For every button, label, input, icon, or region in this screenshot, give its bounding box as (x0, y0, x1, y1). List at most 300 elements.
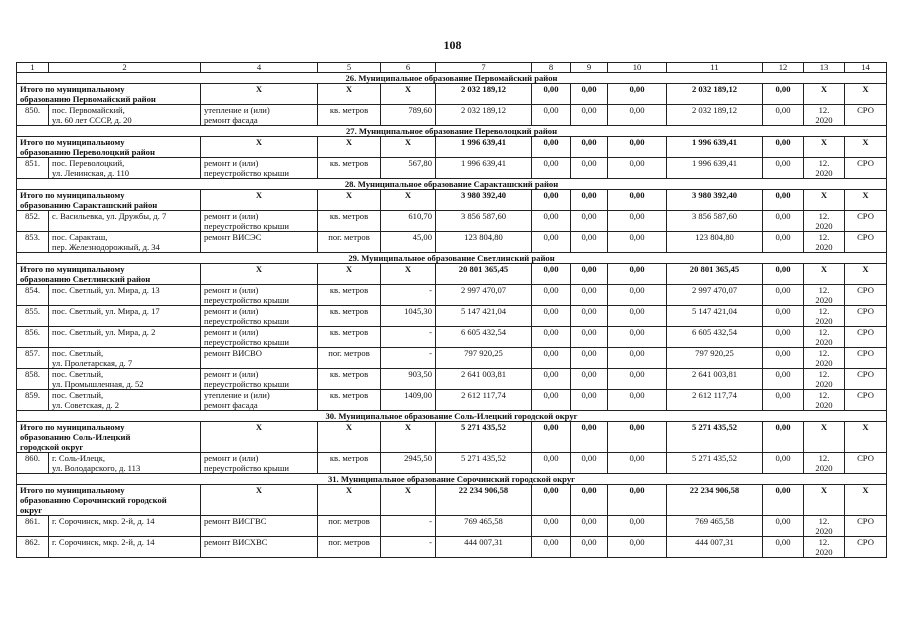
row-quantity: - (381, 516, 436, 537)
total-cell: 0,00 (608, 137, 667, 158)
row-cell: 0,00 (571, 211, 608, 232)
row-cell: 0,00 (532, 348, 571, 369)
row-deadline (804, 105, 845, 126)
table-row (17, 327, 887, 348)
total-cell: X (201, 422, 318, 453)
row-cell: 0,00 (763, 306, 804, 327)
row-work-type-line: переустройство крыши (204, 463, 289, 473)
row-work-type (201, 285, 318, 306)
row-deadline-line: 12. (818, 453, 830, 463)
row-cell: 0,00 (532, 105, 571, 126)
row-cost: 797 920,25 (667, 348, 763, 369)
row-deadline-line: 2020 (815, 295, 833, 305)
table-row (17, 390, 887, 411)
row-method: СРО (845, 348, 887, 369)
total-label-line: городской округ (20, 442, 84, 452)
row-cell: 0,00 (763, 537, 804, 558)
row-cell: 0,00 (571, 105, 608, 126)
row-quantity: 1409,00 (381, 390, 436, 411)
total-row (17, 137, 887, 158)
column-header-cell: 2 (49, 63, 201, 73)
total-cell: 0,00 (571, 264, 608, 285)
row-cost: 2 612 117,74 (436, 390, 532, 411)
row-address-line: ул. Ленинская, д. 110 (52, 168, 130, 178)
row-cost: 5 271 435,52 (667, 453, 763, 474)
total-label-line: Итого по муниципальному (20, 264, 125, 274)
table-row (17, 348, 887, 369)
row-quantity: 610,70 (381, 211, 436, 232)
table-row (17, 516, 887, 537)
row-number: 858. (17, 369, 49, 390)
total-label (17, 485, 201, 516)
row-deadline (804, 158, 845, 179)
section-title-row (17, 126, 887, 137)
column-header-cell: 14 (845, 63, 887, 73)
total-label-line: образованию Соль-Илецкий (20, 432, 131, 442)
total-cell: 0,00 (763, 422, 804, 453)
row-work-type-line: ремонт ВИСВО (204, 348, 262, 358)
row-cell: 0,00 (532, 306, 571, 327)
row-cell: 0,00 (532, 369, 571, 390)
row-deadline-line: 2020 (815, 400, 833, 410)
row-method: СРО (845, 285, 887, 306)
total-label-line: Итого по муниципальному (20, 84, 125, 94)
row-cell: 0,00 (763, 211, 804, 232)
row-cell: 0,00 (571, 327, 608, 348)
total-amount: 2 032 189,12 (667, 84, 763, 105)
row-address (49, 105, 201, 126)
row-work-type-line: ремонт фасада (204, 115, 258, 125)
table-row (17, 105, 887, 126)
row-quantity: 1045,30 (381, 306, 436, 327)
row-deadline-line: 12. (818, 369, 830, 379)
row-work-type-line: ремонт и (или) (204, 211, 259, 221)
row-deadline-line: 12. (818, 285, 830, 295)
row-deadline (804, 348, 845, 369)
row-address (49, 211, 201, 232)
total-cell: 0,00 (571, 485, 608, 516)
total-label-line: Итого по муниципальному (20, 190, 125, 200)
total-cell: 0,00 (571, 84, 608, 105)
total-cell: X (381, 422, 436, 453)
row-cell: 0,00 (608, 348, 667, 369)
total-cell: 0,00 (608, 84, 667, 105)
row-work-type-line: ремонт ВИСЭС (204, 232, 262, 242)
row-cell: 0,00 (532, 390, 571, 411)
table-row (17, 306, 887, 327)
row-method: СРО (845, 105, 887, 126)
row-deadline-line: 12. (818, 105, 830, 115)
total-cell: X (201, 485, 318, 516)
row-work-type-line: утепление и (или) (204, 390, 270, 400)
table-row (17, 369, 887, 390)
row-address-line: ул. Володарского, д. 113 (52, 463, 141, 473)
total-row (17, 264, 887, 285)
row-unit: кв. метров (318, 390, 381, 411)
row-cell: 0,00 (608, 306, 667, 327)
row-work-type-line: ремонт и (или) (204, 453, 259, 463)
total-cell: 0,00 (571, 137, 608, 158)
total-amount: 3 980 392,40 (436, 190, 532, 211)
row-deadline-line: 2020 (815, 337, 833, 347)
row-cost: 5 147 421,04 (436, 306, 532, 327)
row-cell: 0,00 (608, 537, 667, 558)
register-table (16, 62, 887, 558)
total-cell: X (804, 485, 845, 516)
total-label-line: образованию Первомайский район (20, 94, 156, 104)
table-row (17, 453, 887, 474)
row-address-line: пос. Светлый, ул. Мира, д. 13 (52, 285, 160, 295)
row-cost: 2 612 117,74 (667, 390, 763, 411)
total-cell: X (845, 485, 887, 516)
row-cost: 1 996 639,41 (436, 158, 532, 179)
row-cell: 0,00 (608, 158, 667, 179)
row-work-type-line: ремонт фасада (204, 400, 258, 410)
total-cell: 0,00 (571, 422, 608, 453)
row-deadline-line: 2020 (815, 547, 833, 557)
row-work-type-line: переустройство крыши (204, 379, 289, 389)
row-address (49, 158, 201, 179)
row-deadline (804, 306, 845, 327)
row-unit: кв. метров (318, 306, 381, 327)
row-cell: 0,00 (608, 369, 667, 390)
row-address-line: пос. Светлый, ул. Мира, д. 17 (52, 306, 160, 316)
row-work-type-line: ремонт и (или) (204, 306, 259, 316)
row-address (49, 327, 201, 348)
row-work-type-line: ремонт и (или) (204, 327, 259, 337)
row-method: СРО (845, 158, 887, 179)
row-work-type (201, 327, 318, 348)
total-cell: X (381, 84, 436, 105)
row-work-type-line: переустройство крыши (204, 295, 289, 305)
row-unit: пог. метров (318, 232, 381, 253)
total-cell: X (845, 422, 887, 453)
row-deadline-line: 2020 (815, 379, 833, 389)
total-amount: 2 032 189,12 (436, 84, 532, 105)
total-cell: 0,00 (571, 190, 608, 211)
total-cell: X (845, 137, 887, 158)
row-address (49, 306, 201, 327)
total-row (17, 422, 887, 453)
row-deadline (804, 453, 845, 474)
row-work-type (201, 516, 318, 537)
row-address (49, 232, 201, 253)
row-number: 851. (17, 158, 49, 179)
total-row (17, 485, 887, 516)
row-address-line: ул. Советская, д. 2 (52, 400, 120, 410)
row-cell: 0,00 (608, 516, 667, 537)
total-cell: X (201, 137, 318, 158)
row-number: 854. (17, 285, 49, 306)
column-header-cell: 6 (381, 63, 436, 73)
total-cell: 0,00 (608, 422, 667, 453)
total-cell: 0,00 (763, 84, 804, 105)
row-deadline-line: 2020 (815, 242, 833, 252)
row-address (49, 537, 201, 558)
total-cell: X (804, 84, 845, 105)
total-label-line: Итого по муниципальному (20, 137, 125, 147)
row-method: СРО (845, 390, 887, 411)
row-deadline-line: 2020 (815, 168, 833, 178)
total-cell: 0,00 (532, 485, 571, 516)
row-cell: 0,00 (763, 232, 804, 253)
total-cell: X (318, 137, 381, 158)
page-number: 108 (443, 38, 462, 52)
row-cell: 0,00 (608, 327, 667, 348)
row-work-type (201, 232, 318, 253)
section-title-row (17, 179, 887, 190)
column-header-cell: 7 (436, 63, 532, 73)
row-cost: 3 856 587,60 (667, 211, 763, 232)
row-deadline-line: 12. (818, 348, 830, 358)
row-cell: 0,00 (763, 348, 804, 369)
row-work-type (201, 453, 318, 474)
row-cell: 0,00 (763, 327, 804, 348)
row-cell: 0,00 (608, 232, 667, 253)
total-row (17, 190, 887, 211)
row-address (49, 390, 201, 411)
row-deadline-line: 2020 (815, 358, 833, 368)
row-deadline-line: 12. (818, 516, 830, 526)
row-number: 857. (17, 348, 49, 369)
row-cell: 0,00 (571, 369, 608, 390)
row-number: 856. (17, 327, 49, 348)
total-cell: 0,00 (532, 137, 571, 158)
total-cell: X (381, 190, 436, 211)
row-cell: 0,00 (763, 453, 804, 474)
row-number: 855. (17, 306, 49, 327)
total-amount: 22 234 906,58 (436, 485, 532, 516)
row-address (49, 369, 201, 390)
row-number: 859. (17, 390, 49, 411)
row-cell: 0,00 (571, 348, 608, 369)
total-label-line: округ (20, 505, 43, 515)
total-label-line: образованию Саракташский район (20, 200, 158, 210)
row-unit: кв. метров (318, 369, 381, 390)
row-cost: 2 032 189,12 (667, 105, 763, 126)
row-work-type (201, 158, 318, 179)
total-cell: X (381, 137, 436, 158)
row-unit: кв. метров (318, 453, 381, 474)
row-work-type (201, 537, 318, 558)
section-title: 31. Муниципальное образование Сорочинский городской округ (17, 474, 887, 485)
column-header-cell: 11 (667, 63, 763, 73)
total-cell: 0,00 (608, 485, 667, 516)
total-amount: 5 271 435,52 (667, 422, 763, 453)
total-label-line: образованию Сорочинский городской (20, 495, 167, 505)
row-work-type (201, 390, 318, 411)
table-row (17, 285, 887, 306)
row-work-type (201, 105, 318, 126)
row-cell: 0,00 (763, 158, 804, 179)
total-cell: X (318, 84, 381, 105)
total-cell: X (804, 190, 845, 211)
total-amount: 1 996 639,41 (436, 137, 532, 158)
row-work-type-line: ремонт ВИСГВС (204, 516, 267, 526)
row-cost: 123 804,80 (436, 232, 532, 253)
row-cell: 0,00 (608, 105, 667, 126)
section-title-row (17, 73, 887, 84)
row-cost: 769 465,58 (436, 516, 532, 537)
row-address-line: пос. Первомайский, (52, 105, 125, 115)
total-cell: X (845, 264, 887, 285)
column-header-cell: 12 (763, 63, 804, 73)
column-header-cell: 9 (571, 63, 608, 73)
table-row (17, 537, 887, 558)
total-cell: X (845, 190, 887, 211)
total-cell: 0,00 (763, 264, 804, 285)
row-address-line: ул. Промышленная, д. 52 (52, 379, 144, 389)
row-number: 861. (17, 516, 49, 537)
row-method: СРО (845, 306, 887, 327)
row-address-line: ул. Пролетарская, д. 7 (52, 358, 133, 368)
row-deadline-line: 12. (818, 327, 830, 337)
total-cell: X (318, 190, 381, 211)
total-cell: 0,00 (532, 422, 571, 453)
section-title: 27. Муниципальное образование Переволоцкий район (17, 126, 887, 137)
total-label-line: образованию Светлинский район (20, 274, 151, 284)
row-cost: 5 147 421,04 (667, 306, 763, 327)
row-number: 860. (17, 453, 49, 474)
row-deadline-line: 2020 (815, 316, 833, 326)
row-cell: 0,00 (532, 211, 571, 232)
row-cell: 0,00 (571, 537, 608, 558)
column-header-cell: 4 (201, 63, 318, 73)
column-header-cell: 5 (318, 63, 381, 73)
column-header-cell: 8 (532, 63, 571, 73)
total-label-line: Итого по муниципальному (20, 422, 125, 432)
row-method: СРО (845, 516, 887, 537)
row-method: СРО (845, 369, 887, 390)
section-title: 29. Муниципальное образование Светлинский район (17, 253, 887, 264)
row-unit: кв. метров (318, 158, 381, 179)
row-address (49, 453, 201, 474)
row-address-line: пос. Светлый, (52, 369, 104, 379)
row-work-type-line: переустройство крыши (204, 221, 289, 231)
row-address (49, 516, 201, 537)
row-cost: 123 804,80 (667, 232, 763, 253)
row-cell: 0,00 (532, 327, 571, 348)
total-cell: X (201, 190, 318, 211)
row-cell: 0,00 (608, 453, 667, 474)
total-cell: X (381, 485, 436, 516)
table-row (17, 211, 887, 232)
row-address-line: с. Васильевка, ул. Дружбы, д. 7 (52, 211, 167, 221)
row-number: 852. (17, 211, 49, 232)
row-method: СРО (845, 453, 887, 474)
row-cell: 0,00 (532, 516, 571, 537)
total-cell: X (318, 422, 381, 453)
row-cell: 0,00 (532, 453, 571, 474)
column-header-row (17, 63, 887, 73)
total-cell: 0,00 (608, 190, 667, 211)
row-deadline-line: 12. (818, 211, 830, 221)
column-header-cell: 10 (608, 63, 667, 73)
row-address-line: г. Сорочинск, мкр. 2-й, д. 14 (52, 537, 155, 547)
row-cost: 5 271 435,52 (436, 453, 532, 474)
row-deadline-line: 2020 (815, 115, 833, 125)
row-unit: кв. метров (318, 285, 381, 306)
row-cost: 2 997 470,07 (436, 285, 532, 306)
row-work-type-line: переустройство крыши (204, 316, 289, 326)
row-quantity: 2945,50 (381, 453, 436, 474)
total-amount: 20 801 365,45 (436, 264, 532, 285)
row-work-type (201, 306, 318, 327)
column-header-cell: 13 (804, 63, 845, 73)
row-deadline (804, 537, 845, 558)
row-number: 850. (17, 105, 49, 126)
row-quantity: 567,80 (381, 158, 436, 179)
row-method: СРО (845, 211, 887, 232)
row-cell: 0,00 (571, 516, 608, 537)
row-deadline-line: 12. (818, 537, 830, 547)
total-amount: 1 996 639,41 (667, 137, 763, 158)
total-label (17, 190, 201, 211)
row-cell: 0,00 (763, 516, 804, 537)
row-method: СРО (845, 327, 887, 348)
row-work-type-line: ремонт и (или) (204, 369, 259, 379)
total-label (17, 137, 201, 158)
row-unit: кв. метров (318, 105, 381, 126)
row-cost: 444 007,31 (667, 537, 763, 558)
row-cell: 0,00 (571, 390, 608, 411)
row-work-type-line: ремонт ВИСХВС (204, 537, 268, 547)
row-address-line: г. Соль-Илецк, (52, 453, 106, 463)
row-cost: 797 920,25 (436, 348, 532, 369)
total-row (17, 84, 887, 105)
row-cost: 444 007,31 (436, 537, 532, 558)
row-cost: 6 605 432,54 (667, 327, 763, 348)
row-unit: пог. метров (318, 348, 381, 369)
section-title: 30. Муниципальное образование Соль-Илецкий городской округ (17, 411, 887, 422)
total-cell: 0,00 (532, 264, 571, 285)
row-cell: 0,00 (571, 232, 608, 253)
section-title: 26. Муниципальное образование Первомайский район (17, 73, 887, 84)
total-cell: X (318, 485, 381, 516)
row-work-type-line: ремонт и (или) (204, 158, 259, 168)
section-title-row (17, 474, 887, 485)
total-cell: X (845, 84, 887, 105)
total-cell: X (804, 137, 845, 158)
row-cell: 0,00 (763, 390, 804, 411)
total-cell: 0,00 (763, 137, 804, 158)
total-cell: X (804, 422, 845, 453)
row-quantity: 45,00 (381, 232, 436, 253)
row-work-type (201, 348, 318, 369)
row-work-type (201, 369, 318, 390)
total-cell: 0,00 (532, 190, 571, 211)
row-cell: 0,00 (571, 285, 608, 306)
row-deadline (804, 327, 845, 348)
row-quantity: - (381, 348, 436, 369)
row-cell: 0,00 (763, 285, 804, 306)
row-cell: 0,00 (532, 232, 571, 253)
total-cell: 0,00 (532, 84, 571, 105)
row-cost: 6 605 432,54 (436, 327, 532, 348)
row-cell: 0,00 (571, 306, 608, 327)
total-label-line: Итого по муниципальному (20, 485, 125, 495)
row-quantity: - (381, 537, 436, 558)
row-deadline (804, 211, 845, 232)
row-address-line: г. Сорочинск, мкр. 2-й, д. 14 (52, 516, 155, 526)
row-cell: 0,00 (532, 537, 571, 558)
row-deadline (804, 285, 845, 306)
row-unit: пог. метров (318, 516, 381, 537)
row-cell: 0,00 (571, 453, 608, 474)
row-cost: 2 641 003,81 (667, 369, 763, 390)
total-cell: X (381, 264, 436, 285)
total-cell: 0,00 (763, 190, 804, 211)
